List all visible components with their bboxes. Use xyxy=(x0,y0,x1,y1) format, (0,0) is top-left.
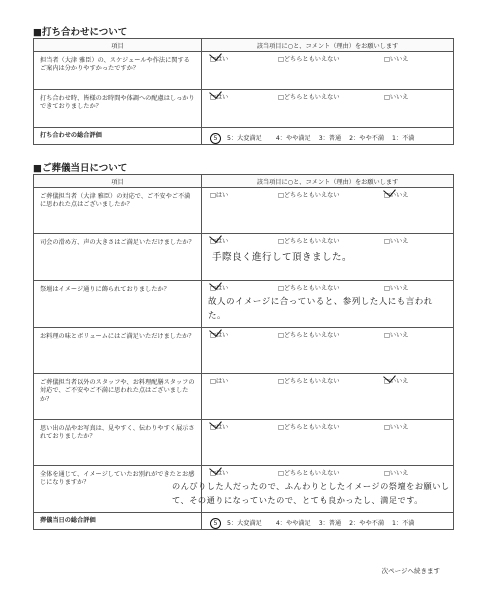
funeral-q2-neutral[interactable]: □どちらともいえない xyxy=(278,238,340,245)
funeral-q5-neutral[interactable]: □どちらともいえない xyxy=(278,378,340,385)
section2-title: ■ご葬儀当日について xyxy=(33,163,128,174)
funeral-q3-neutral[interactable]: □どちらともいえない xyxy=(278,285,340,292)
funeral-q3: 祭壇はイメージ通りに飾られておりましたか？ xyxy=(40,286,170,293)
funeral-q1-options xyxy=(202,188,453,200)
funeral-q3-yes[interactable]: □はい xyxy=(210,285,229,292)
funeral-q7-no[interactable]: □いいえ xyxy=(384,470,409,477)
funeral-q3-no[interactable]: □いいえ xyxy=(384,285,409,292)
meeting-header-answer: 該当項目に○と、コメント（理由）をお願いします xyxy=(202,39,454,52)
funeral-header-item: 項目 xyxy=(34,175,202,188)
meeting-q2: 打ち合わせ時、皆様のお時間や体調への配慮はしっかりできておりましたか？ xyxy=(40,95,195,111)
section1-title: ■打ち合わせについて xyxy=(33,27,128,38)
funeral-q6-options xyxy=(202,420,453,432)
funeral-q6: 思い出の品やお写真は、見やすく、伝わりやすく展示されておりましたか？ xyxy=(40,425,195,441)
meeting-rating-3[interactable]: 3：普通 xyxy=(318,135,342,142)
funeral-rating-5[interactable]: 5：大変満足 xyxy=(227,520,262,527)
funeral-q7-comment: のんびりした人だったので、ふんわりとしたイメージの祭壇をお願いして、その通りになっていたので、とても良かったし、満足です。 xyxy=(172,481,450,505)
funeral-q1-no[interactable]: □いいえ xyxy=(384,192,409,199)
meeting-q2-neutral[interactable]: □どちらともいえない xyxy=(278,94,340,101)
meeting-q2-yes[interactable]: □はい xyxy=(210,94,229,101)
funeral-q1-yes[interactable]: □はい xyxy=(210,192,229,199)
funeral-q2-options xyxy=(202,234,453,246)
meeting-rating-label: 打ち合わせの総合評価 xyxy=(40,132,102,139)
funeral-q2-yes[interactable]: □はい xyxy=(210,238,229,245)
funeral-q2-comment: 手際良く進行して頂きました。 xyxy=(212,252,353,263)
meeting-q2-no[interactable]: □いいえ xyxy=(384,94,409,101)
funeral-q7-neutral[interactable]: □どちらともいえない xyxy=(278,470,340,477)
funeral-q4: お料理の味とボリュームにはご満足いただけましたか？ xyxy=(40,333,195,340)
meeting-table xyxy=(33,38,454,145)
funeral-q4-options xyxy=(202,328,453,340)
funeral-header-answer: 該当項目に○と、コメント（理由）をお願いします xyxy=(202,175,454,188)
funeral-q7: 全体を通じて、イメージしていたお別れができたとお感じになりますか？ xyxy=(40,471,195,487)
funeral-rating-3[interactable]: 3：普通 xyxy=(318,520,342,527)
funeral-q7-yes[interactable]: □はい xyxy=(210,470,229,477)
meeting-q2-options xyxy=(202,90,453,102)
meeting-rating-scale xyxy=(202,128,453,144)
meeting-q1-options xyxy=(202,52,453,64)
funeral-q5: ご葬儀担当者以外のスタッフや、お料理配膳スタッフの対応で、ご不安やご不満に思われた点はございましたか？ xyxy=(40,379,195,403)
funeral-q4-yes[interactable]: □はい xyxy=(210,332,229,339)
funeral-q6-no[interactable]: □いいえ xyxy=(384,424,409,431)
meeting-rating-4[interactable]: 4：やや満足 xyxy=(275,135,311,142)
funeral-q1-neutral[interactable]: □どちらともいえない xyxy=(278,192,340,199)
funeral-q6-yes[interactable]: □はい xyxy=(210,424,229,431)
funeral-table xyxy=(33,174,454,530)
funeral-rating-label: 葬儀当日の総合評価 xyxy=(40,517,96,524)
meeting-q1-neutral[interactable]: □どちらともいえない xyxy=(278,56,340,63)
funeral-q5-options xyxy=(202,374,453,386)
funeral-q6-neutral[interactable]: □どちらともいえない xyxy=(278,424,340,431)
funeral-q4-neutral[interactable]: □どちらともいえない xyxy=(278,332,340,339)
meeting-rating-5[interactable]: 5：大変満足 xyxy=(227,135,262,142)
meeting-rating-2[interactable]: 2：やや不満 xyxy=(349,135,385,142)
meeting-header-item: 項目 xyxy=(34,39,202,52)
funeral-q5-no[interactable]: □いいえ xyxy=(384,378,409,385)
funeral-q5-yes[interactable]: □はい xyxy=(210,378,229,385)
meeting-q1-yes[interactable]: □はい xyxy=(210,56,229,63)
meeting-q1: 担当者（大津 雅臣）の、スケジュールや作法に関するご案内は分かりやすかったですか？ xyxy=(40,57,190,73)
funeral-q3-comment: 故人のイメージに合っていると、参列した人にも言われた。 xyxy=(208,297,433,321)
selected-circle-icon: 5 xyxy=(210,133,221,144)
funeral-q2-no[interactable]: □いいえ xyxy=(384,238,409,245)
continued-note: 次ページへ続きます xyxy=(381,567,440,575)
funeral-rating-1[interactable]: 1：不満 xyxy=(392,520,415,527)
selected-circle-icon: 5 xyxy=(210,518,221,529)
funeral-rating-4[interactable]: 4：やや満足 xyxy=(275,520,311,527)
meeting-rating-1[interactable]: 1：不満 xyxy=(392,135,415,142)
funeral-q7-options xyxy=(202,466,453,478)
meeting-q1-no[interactable]: □いいえ xyxy=(384,56,409,63)
funeral-q2: 司会の滑め方、声の大きさはご満足いただけましたか？ xyxy=(40,239,195,246)
funeral-q3-options xyxy=(202,281,453,293)
funeral-q4-no[interactable]: □いいえ xyxy=(384,332,409,339)
funeral-q1: ご葬儀担当者（大津 雅臣）の対応で、ご不安やご不満に思われた点はございましたか？ xyxy=(40,193,191,209)
funeral-rating-scale xyxy=(202,513,453,529)
funeral-rating-2[interactable]: 2：やや不満 xyxy=(349,520,385,527)
